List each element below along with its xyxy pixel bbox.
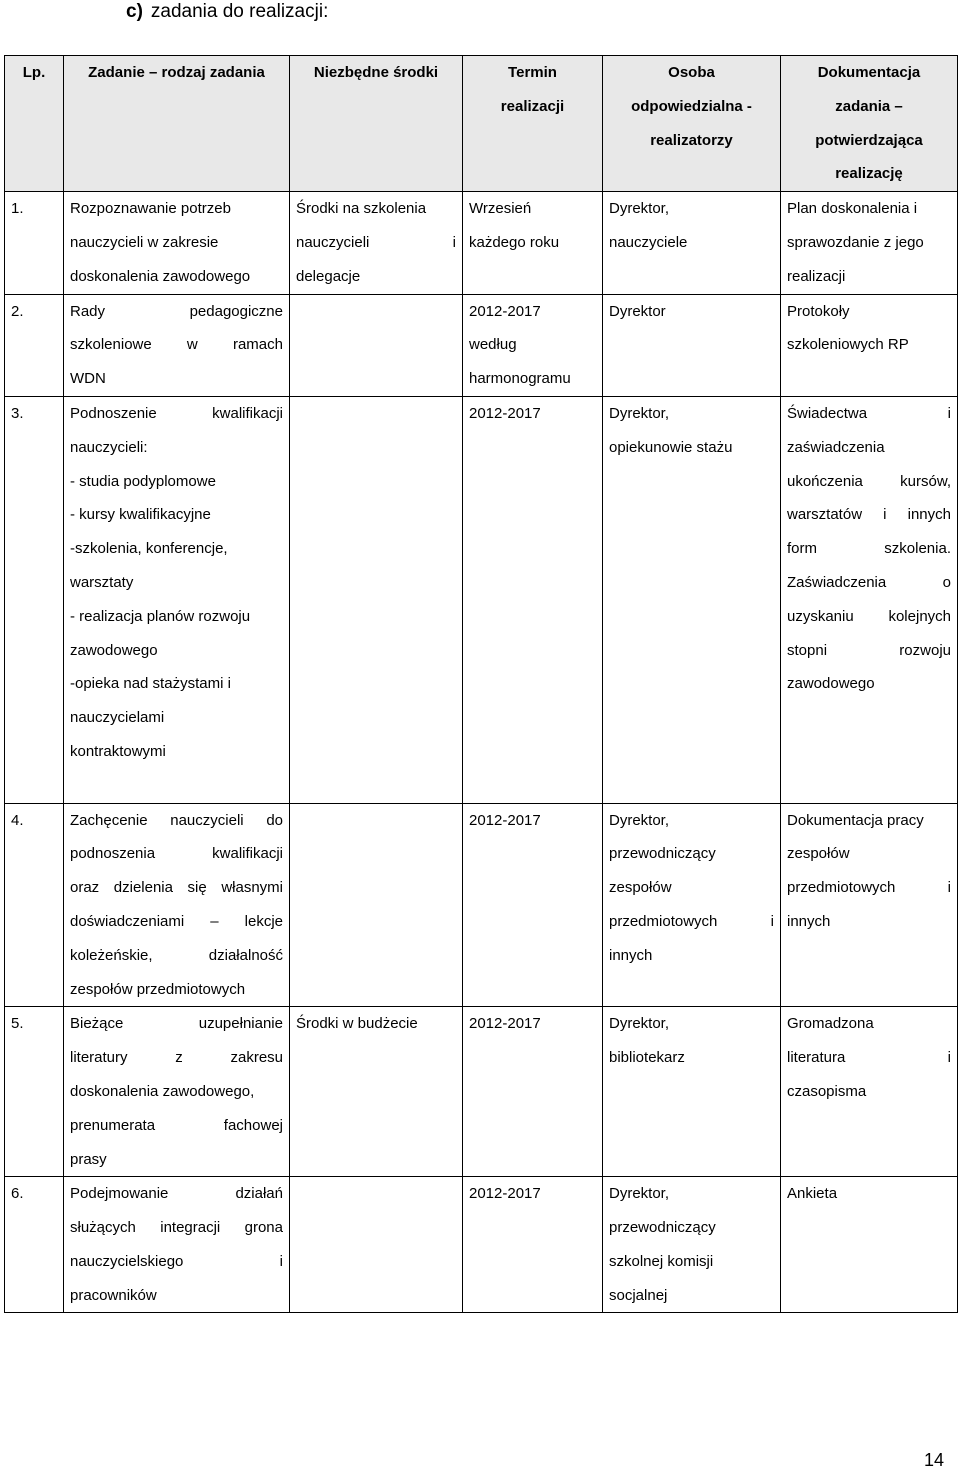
table-row [5, 192, 958, 294]
header-osoba: Osoba odpowiedzialna - realizatorzy [603, 56, 781, 192]
row-osoba: Dyrektor, przewodniczący szkolnej komisji socjalnej [603, 1177, 781, 1313]
row-osoba: Dyrektor [603, 294, 781, 396]
section-title-text: zadania do realizacji: [150, 1, 329, 22]
header-srodki: Niezbędne środki [290, 56, 463, 192]
row-zadanie: Podejmowanie działań służących integracji grona nauczycielskiego i pracowników [64, 1177, 290, 1313]
row-dokumentacja: Świadectwa i zaświadczenia ukończenia kursów, warsztatów i innych form szkolenia. Zaświadczenia o uzyskaniu kolejnych stopni rozwoju zawodowego [781, 396, 958, 803]
row-termin: 2012-2017 [463, 803, 603, 1007]
table-row [5, 1007, 958, 1177]
row-srodki: Środki w budżecie [290, 1007, 463, 1177]
tasks-table [4, 55, 958, 1313]
header-lp: Lp. [5, 56, 64, 192]
row-osoba: Dyrektor, przewodniczący zespołów przedmiotowych i innych [603, 803, 781, 1007]
row-termin: 2012-2017 według harmonogramu [463, 294, 603, 396]
row-zadanie: Zachęcenie nauczycieli do podnoszenia kwalifikacji oraz dzielenia się własnymi doświadczeniami – lekcje koleżeńskie, działalność zespołów przedmiotowych [64, 803, 290, 1007]
page-number: 14 [923, 1450, 944, 1470]
row-dokumentacja: Ankieta [781, 1177, 958, 1313]
row-lp: 3. [5, 396, 64, 803]
row-lp: 1. [5, 192, 64, 294]
section-letter: c) [126, 1, 143, 22]
row-termin: 2012-2017 [463, 1007, 603, 1177]
row-zadanie: Podnoszenie kwalifikacji nauczycieli: - studia podyplomowe - kursy kwalifikacyjne -szkolenia, konferencje, warsztaty - realizacja planów rozwoju zawodowego -opieka nad stażystami i nauczycielami kontraktowymi [64, 396, 290, 803]
row-zadanie: Bieżące uzupełnianie literatury z zakresu doskonalenia zawodowego, prenumerata fachowej prasy [64, 1007, 290, 1177]
table-header-row [5, 56, 958, 192]
row-termin: 2012-2017 [463, 1177, 603, 1313]
row-termin: 2012-2017 [463, 396, 603, 803]
row-osoba: Dyrektor, opiekunowie stażu [603, 396, 781, 803]
row-termin: Wrzesień każdego roku [463, 192, 603, 294]
row-lp: 4. [5, 803, 64, 1007]
row-dokumentacja: Gromadzona literatura i czasopisma [781, 1007, 958, 1177]
row-osoba: Dyrektor, bibliotekarz [603, 1007, 781, 1177]
header-zadanie: Zadanie – rodzaj zadania [64, 56, 290, 192]
row-srodki: Środki na szkolenia nauczycieli i delegacje [290, 192, 463, 294]
header-dokumentacja: Dokumentacja zadania – potwierdzająca realizację [781, 56, 958, 192]
table-row [5, 803, 958, 1007]
row-lp: 5. [5, 1007, 64, 1177]
row-srodki [290, 1177, 463, 1313]
table-row [5, 396, 958, 803]
row-zadanie: Rady pedagogiczne szkoleniowe w ramach WDN [64, 294, 290, 396]
row-dokumentacja: Plan doskonalenia i sprawozdanie z jego realizacji [781, 192, 958, 294]
table-row [5, 1177, 958, 1313]
row-zadanie: Rozpoznawanie potrzeb nauczycieli w zakresie doskonalenia zawodowego [64, 192, 290, 294]
row-srodki [290, 803, 463, 1007]
table-row [5, 294, 958, 396]
header-termin: Termin realizacji [463, 56, 603, 192]
row-lp: 6. [5, 1177, 64, 1313]
row-dokumentacja: Protokoły szkoleniowych RP [781, 294, 958, 396]
row-lp: 2. [5, 294, 64, 396]
row-srodki [290, 396, 463, 803]
row-osoba: Dyrektor, nauczyciele [603, 192, 781, 294]
row-srodki [290, 294, 463, 396]
row-dokumentacja: Dokumentacja pracy zespołów przedmiotowych i innych [781, 803, 958, 1007]
section-heading [126, 0, 328, 24]
